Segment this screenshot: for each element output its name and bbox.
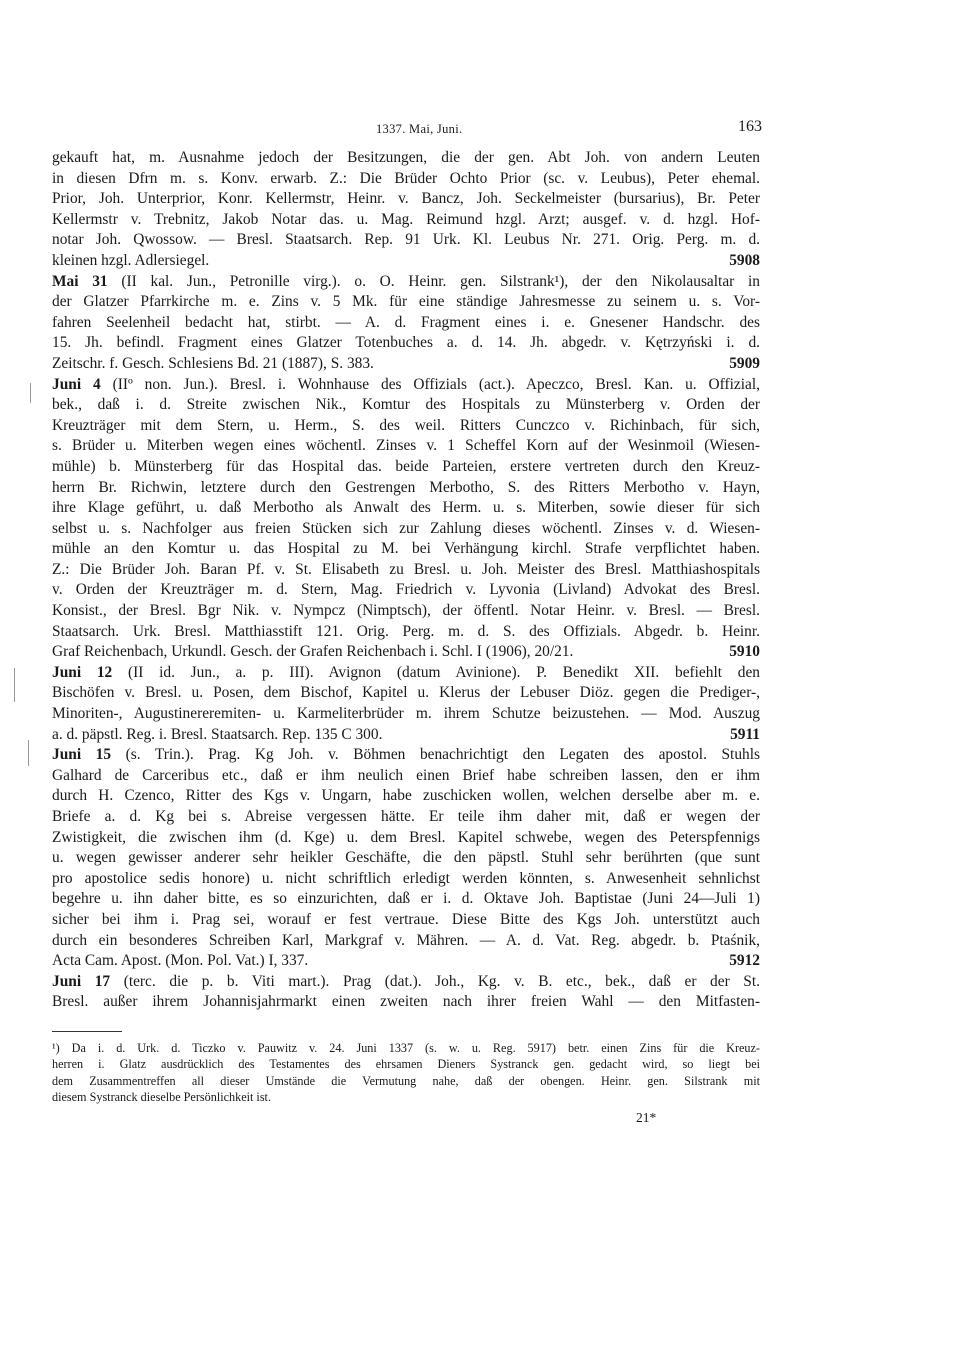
text-line <box>52 725 760 746</box>
text-line <box>52 745 760 766</box>
text-line: Minoriten-, Augustinereremiten- u. Karmeliterbrüder m. ihrem Schutze beizustehen. — Mod. Auszug <box>52 705 760 723</box>
text-segment: Da i. d. Urk. d. Ticzko v. Pauwitz v. 24. Juni 1337 (s. w. u. Reg. 5917) betr. einen Zins für die Kreuz- <box>71 1041 760 1055</box>
text-line: in diesen Dfrn m. s. Konv. erwarb. Z.: Die Brüder Ochto Prior (sc. v. Leubus), Peter ehemal. <box>52 169 760 187</box>
text-line: durch ein besonderes Schreiben Karl, Markgraf v. Mähren. — A. d. Vat. Reg. abgedr. b. Ptaśnik, <box>52 931 760 949</box>
text-line <box>52 663 760 684</box>
entry-date: Mai 31 <box>52 272 108 290</box>
entry-date: Juni 15 <box>52 746 112 764</box>
footnote <box>52 1040 760 1106</box>
text-line: der Glatzer Pfarrkirche m. e. Zins v. 5 Mk. für eine ständige Jahresmesse zu seinem u. s. Vor- <box>52 293 760 311</box>
text-line: begehre u. ihn daher bitte, es so einzurichten, daß er i. d. Oktave Joh. Baptistae (Juni 24—Juli 1) <box>52 890 760 908</box>
footnote-line: herren i. Glatz ausdrücklich des Testamentes des ehrsamen Dieners Systranck gen. gedacht wird, so liegt bei <box>52 1057 760 1072</box>
text-line: herrn Br. Richwin, letztere durch den Gestrengen Merbotho, S. des Ritters Merbotho v. Hayn, <box>52 478 760 496</box>
text-line: Kreuzträger mit dem Stern, u. Herm., S. des weil. Ritters Cunczco v. Richinbach, für sich, <box>52 416 760 434</box>
scan-mark <box>14 668 15 702</box>
text-segment: Zeitschr. f. Gesch. Schlesiens Bd. 21 (1887), S. 383. <box>52 354 374 372</box>
text-line <box>52 354 760 375</box>
text-line: pro apostolice sedis honore) u. nicht schriftlich erledigt werden könnten, s. Anwesenheit sehnlichst <box>52 869 760 887</box>
text-segment: Graf Reichenbach, Urkundl. Gesch. der Grafen Reichenbach i. Schl. I (1906), 20/21. <box>52 643 574 661</box>
text-line: s. Brüder u. Miterben wegen eines wöchentl. Zinses v. 1 Scheffel Korn auf der Wesinmoil (Wiesen- <box>52 437 760 455</box>
text-line <box>52 251 760 272</box>
text-line <box>52 972 760 993</box>
text-segment: (II kal. Jun., Petronille virg.). o. O. Heinr. gen. Silstrank¹), der den Nikolausaltar in <box>121 272 760 290</box>
footnote-line: diesem Systranck dieselbe Persönlichkeit ist. <box>52 1090 271 1105</box>
text-line: v. Orden der Kreuzträger m. d. Stern, Mag. Friedrich v. Lyvonia (Livland) Advokat des Bresl. <box>52 581 760 599</box>
text-segment: (IIº non. Jun.). Bresl. i. Wohnhause des Offizials (act.). Apeczco, Bresl. Kan. u. Offizial, <box>112 375 760 393</box>
text-line <box>52 642 760 663</box>
text-line: mühle) b. Münsterberg für das Hospital das. beide Parteien, erstere vertreten durch den Kreuz- <box>52 457 760 475</box>
footnote-line <box>52 1040 760 1056</box>
text-segment: (terc. die p. b. Viti mart.). Prag (dat.). Joh., Kg. v. B. etc., bek., daß er der St. <box>123 972 760 990</box>
text-line: Briefe a. d. Kg bei s. Abreise vergessen hätte. Er teile ihm daher mit, daß er wegen der <box>52 808 760 825</box>
main-text <box>52 148 760 1013</box>
signature-mark: 21* <box>636 1110 657 1125</box>
running-title: 1337. Mai, Juni. <box>376 122 463 136</box>
text-line: 15. Jh. befindl. Fragment eines Glatzer Totenbuches a. d. 14. Jh. abgedr. v. Kętrzyński i. d. <box>52 334 760 352</box>
text-line: gekauft hat, m. Ausnahme jedoch der Besitzungen, die der gen. Abt Joh. von andern Leuten <box>52 149 760 166</box>
footnote-marker: ¹) <box>52 1041 60 1055</box>
text-line: Bischöfen v. Bresl. u. Posen, dem Bischof, Kapitel u. Klerus der Lebuser Diöz. gegen die Prediger-, <box>52 684 760 702</box>
running-header <box>52 118 762 142</box>
text-segment: kleinen hzgl. Adlersiegel. <box>52 251 210 269</box>
footnote-line: dem Zusammentreffen all dieser Umstände die Vermutung nahe, daß der obengen. Heinr. gen. Silstrank mit <box>52 1073 760 1088</box>
text-line <box>52 951 760 972</box>
text-line: selbst u. s. Nachfolger aus freien Stücken sich zur Zahlung dieses wöchentl. Zinses v. d. Wiesen- <box>52 519 760 537</box>
text-segment: a. d. päpstl. Reg. i. Bresl. Staatsarch. Rep. 135 C 300. <box>52 725 383 743</box>
text-segment: (II id. Jun., a. p. III). Avignon (datum Avinione). P. Benedikt XII. befiehlt den <box>127 663 760 681</box>
regest-number: 5912 <box>729 952 760 970</box>
text-segment: Acta Cam. Apost. (Mon. Pol. Vat.) I, 337. <box>52 952 309 970</box>
text-line <box>52 272 760 293</box>
text-line: fahren Seelenheil bedacht hat, stirbt. — A. d. Fragment eines i. e. Gnesener Handschr. des <box>52 313 760 331</box>
text-line: ihre Klage geführt, u. daß Merbotho als Anwalt des Herm. u. s. Miterben, sowie dieser für sich <box>52 499 760 517</box>
scan-mark <box>28 740 29 766</box>
regest-number: 5910 <box>729 643 760 661</box>
text-line: u. wegen gewisser anderer sehr heikler Geschäfte, die den päpstl. Stuhl sehr berührten (que sunt <box>52 849 760 867</box>
text-line: notar Joh. Qwossow. — Bresl. Staatsarch. Rep. 91 Urk. Kl. Leubus Nr. 271. Orig. Perg. m. d. <box>52 231 760 249</box>
text-line: Bresl. außer ihrem Johannisjahrmarkt einen zweiten nach ihrer freien Wahl — den Mitfasten- <box>52 993 760 1011</box>
regest-number: 5911 <box>730 725 760 743</box>
text-line: sicher bei ihm i. Prag sei, worauf er fest vertraue. Diese Bitte des Kgs Joh. unterstützt auch <box>52 910 760 928</box>
text-line: Galhard de Carceribus etc., daß er ihm neulich einen Brief habe schreiben lassen, den er ihm <box>52 766 760 784</box>
text-segment: (s. Trin.). Prag. Kg Joh. v. Böhmen benachrichtigt den Legaten des apostol. Stuhls <box>125 746 760 764</box>
text-line: durch H. Czenco, Ritter des Kgs v. Ungarn, habe zuschicken wollen, welchen derselbe aber m. e. <box>52 787 760 805</box>
text-line: bek., daß i. d. Streite zwischen Nik., Komtur des Hospitals zu Münsterberg v. Orden der <box>52 396 760 414</box>
scan-mark <box>30 383 31 403</box>
entry-date: Juni 17 <box>52 972 111 990</box>
regest-number: 5909 <box>729 354 760 372</box>
text-line: Konsist., der Bresl. Bgr Nik. v. Nympcz (Nimptsch), der öffentl. Notar Heinr. v. Bresl. — Bresl. <box>52 602 760 620</box>
text-line: mühle an den Komtur u. das Hospital zu M. bei Verhängung kirchl. Strafe verpflichtet haben. <box>52 540 760 558</box>
text-line <box>52 375 760 396</box>
entry-date: Juni 4 <box>52 375 101 393</box>
text-line: Z.: Die Brüder Joh. Baran Pf. v. St. Elisabeth zu Bresl. u. Joh. Meister des Bresl. Matthiashospitals <box>52 560 760 578</box>
page-number: 163 <box>738 118 762 135</box>
text-line: Kellermstr v. Trebnitz, Jakob Notar das. u. Mag. Reimund hzgl. Arzt; ausgef. v. d. hzgl. Hof- <box>52 210 760 228</box>
text-line: Prior, Joh. Unterprior, Konr. Kellermstr, Heinr. v. Bancz, Joh. Seckelmeister (bursarius), Br. Peter <box>52 190 760 208</box>
text-line: Staatsarch. Urk. Bresl. Matthiasstift 121. Orig. Perg. m. d. S. des Offizials. Abgedr. b. Heinr. <box>52 622 760 640</box>
footnote-divider <box>52 1031 122 1032</box>
entry-date: Juni 12 <box>52 663 113 681</box>
regest-number: 5908 <box>729 251 760 269</box>
text-line: Zwistigkeit, die zwischen ihm (d. Kge) u. dem Bresl. Kapitel schwebe, wegen des Peterspfennigs <box>52 828 760 846</box>
